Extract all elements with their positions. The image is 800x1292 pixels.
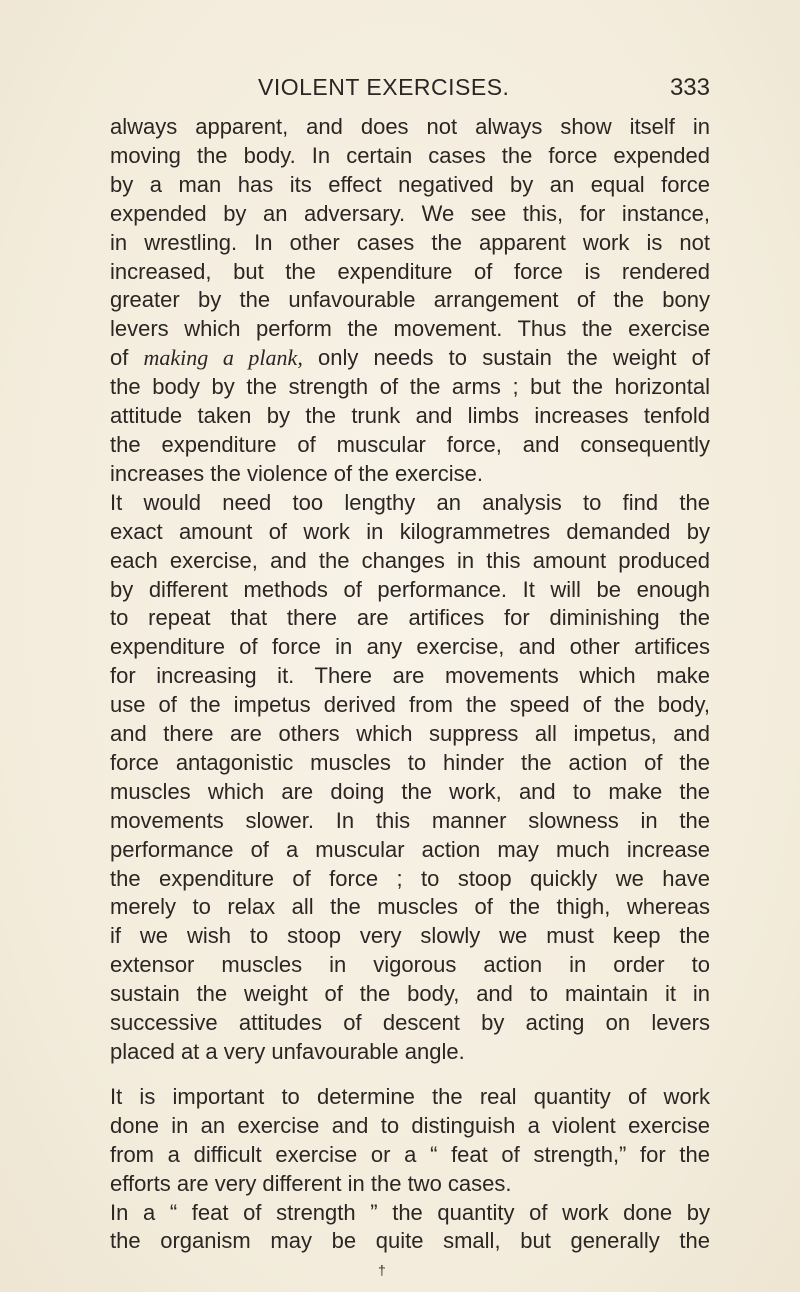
text-line: by different methods of performance. It will be enough bbox=[110, 576, 710, 602]
text-line: expended by an adversary. We see this, for instance, bbox=[110, 200, 710, 226]
text-line: increases the violence of the exercise. bbox=[110, 460, 483, 486]
text-line: movements slower. In this manner slowness in the bbox=[110, 807, 710, 833]
text-line: greater by the unfavourable arrangement of the bony bbox=[110, 287, 710, 313]
text-line: successive attitudes of descent by acting on levers bbox=[110, 1010, 710, 1036]
text-line: and there are others which suppress all impetus, and bbox=[110, 721, 710, 747]
text-line: increased, but the expenditure of force is rendered bbox=[110, 258, 710, 284]
text-line: levers which perform the movement. Thus the exercise bbox=[110, 316, 710, 342]
page-number: 333 bbox=[669, 74, 710, 101]
text-line: each exercise, and the changes in this amount produced bbox=[110, 547, 710, 573]
text-fragment: of bbox=[110, 345, 144, 371]
text-line: placed at a very unfavourable angle. bbox=[110, 1039, 465, 1064]
text-line: for increasing it. There are movements which make bbox=[110, 663, 710, 689]
text-line: efforts are very different in the two cases. bbox=[110, 1170, 512, 1196]
footer-mark: † bbox=[378, 1262, 386, 1278]
text-line: done in an exercise and to distinguish a violent exercise bbox=[110, 1112, 710, 1138]
text-line: the organism may be quite small, but generally the bbox=[110, 1228, 710, 1254]
body-text bbox=[110, 113, 710, 1256]
text-line: if we wish to stoop very slowly we must keep the bbox=[110, 923, 710, 949]
text-line: the expenditure of muscular force, and consequently bbox=[110, 431, 710, 457]
text-line: moving the body. In certain cases the force expended bbox=[110, 142, 710, 168]
paragraph-2 bbox=[110, 489, 710, 1067]
text-line: force antagonistic muscles to hinder the action of the bbox=[110, 749, 710, 775]
paragraph-4 bbox=[110, 1199, 710, 1257]
text-line: to repeat that there are artifices for diminishing the bbox=[110, 605, 710, 631]
text-line: extensor muscles in vigorous action in order to bbox=[110, 952, 710, 978]
text-line: exact amount of work in kilogrammetres demanded by bbox=[110, 518, 710, 544]
text-line: merely to relax all the muscles of the thigh, whereas bbox=[110, 894, 710, 920]
text-line: attitude taken by the trunk and limbs increases tenfold bbox=[110, 403, 710, 429]
text-line: use of the impetus derived from the speed of the body, bbox=[110, 692, 710, 718]
page-header bbox=[110, 74, 710, 110]
text-line: always apparent, and does not always show itself in bbox=[110, 114, 710, 139]
text-line: from a difficult exercise or a “ feat of strength,” for the bbox=[110, 1141, 710, 1167]
text-line: sustain the weight of the body, and to maintain it in bbox=[110, 981, 710, 1007]
text-line: by a man has its effect negatived by an equal force bbox=[110, 171, 710, 197]
text-line: muscles which are doing the work, and to make the bbox=[110, 778, 710, 804]
text-line: expenditure of force in any exercise, and other artifices bbox=[110, 634, 710, 660]
italic-phrase: making a plank, bbox=[143, 345, 303, 371]
text-line: performance of a muscular action may much increase bbox=[110, 836, 710, 862]
text-line: in wrestling. In other cases the apparent work is not bbox=[110, 229, 710, 255]
text-line: the expenditure of force ; to stoop quickly we have bbox=[110, 865, 710, 891]
text-line: It would need too lengthy an analysis to find the bbox=[110, 489, 710, 515]
text-line: In a “ feat of strength ” the quantity of work done by bbox=[110, 1199, 710, 1225]
text-line-with-italic bbox=[110, 344, 710, 373]
text-line: It is important to determine the real quantity of work bbox=[110, 1083, 710, 1109]
paragraph-1 bbox=[110, 113, 710, 489]
paragraph-3 bbox=[110, 1083, 710, 1199]
text-line: the body by the strength of the arms ; but the horizontal bbox=[110, 374, 710, 400]
text-fragment: only needs to sustain the weight of bbox=[302, 345, 710, 371]
running-title: VIOLENT EXERCISES. bbox=[258, 74, 510, 100]
